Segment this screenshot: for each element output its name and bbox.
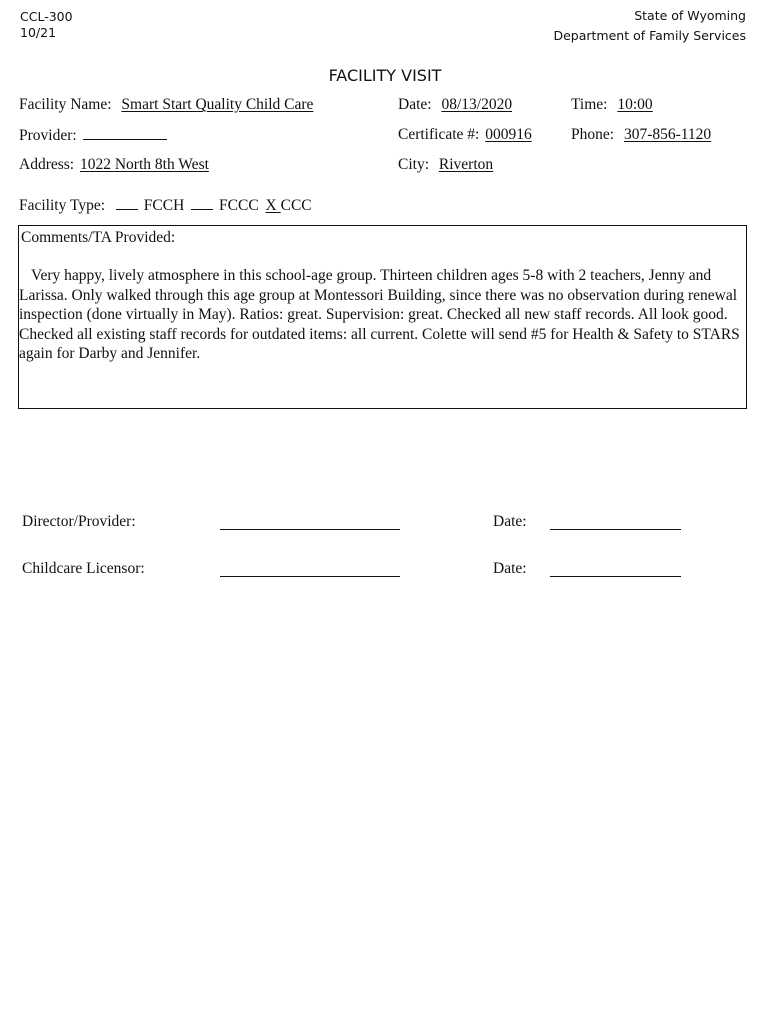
address-value: 1022 North 8th West (79, 156, 209, 173)
facility-name-field (19, 96, 313, 114)
facility-type-fccc-mark (191, 196, 213, 210)
facility-type-fccc-label: FCCC (219, 197, 259, 214)
provider-label: Provider: (19, 127, 77, 144)
agency-block (553, 6, 746, 46)
facility-type-ccc-mark: X (265, 197, 277, 214)
comments-label: Comments/TA Provided: (21, 229, 176, 246)
form-code-block (20, 9, 73, 41)
visit-date-value: 08/13/2020 (441, 96, 513, 113)
facility-type-fcch-label: FCCH (143, 197, 185, 214)
form-code: CCL-300 (20, 9, 73, 24)
visit-date-field (398, 96, 512, 114)
director-date-line[interactable] (550, 529, 681, 530)
director-signature-label: Director/Provider: (22, 513, 136, 530)
city-label: City: (398, 156, 430, 173)
facility-name-value: Smart Start Quality Child Care (121, 96, 314, 113)
director-date-label: Date: (493, 513, 527, 530)
agency-state: State of Wyoming (634, 8, 746, 23)
city-value: Riverton (438, 156, 494, 173)
agency-department: Department of Family Services (553, 28, 746, 43)
licensor-date-line[interactable] (550, 576, 681, 577)
phone-label: Phone: (571, 126, 615, 143)
certificate-field (398, 126, 532, 144)
visit-date-label: Date: (398, 96, 432, 113)
address-label: Address: (19, 156, 75, 173)
licensor-signature-label: Childcare Licensor: (22, 560, 145, 577)
phone-value: 307-856-1120 (623, 126, 712, 143)
provider-field (19, 126, 169, 145)
facility-type-fcch-mark (116, 196, 138, 210)
comments-text: Very happy, lively atmosphere in this school-age group. Thirteen children ages 5-8 with 2 teachers, Jenny and Larissa. Only walked through this age group at Montessori Building, since there was no observation during renewal inspection (done virtually in May). Ratios: great. Supervision: great. Checked all new staff records. All look good. Checked all existing staff records for outdated items: all current. Colette will send #5 for Health & Safety to STARS again for Darby and Jennifer. (19, 267, 740, 362)
comments-box (18, 225, 747, 409)
city-field (398, 156, 493, 174)
facility-type-ccc-label: CCC (280, 197, 312, 214)
certificate-label: Certificate #: (398, 126, 480, 143)
facility-type-label: Facility Type: (19, 197, 106, 214)
visit-time-label: Time: (571, 96, 608, 113)
facility-name-label: Facility Name: (19, 96, 112, 113)
licensor-signature-line[interactable] (220, 576, 400, 577)
facility-type-field (19, 196, 312, 215)
form-title: FACILITY VISIT (328, 66, 442, 85)
certificate-value: 000916 (485, 126, 532, 143)
licensor-date-label: Date: (493, 560, 527, 577)
address-field (19, 156, 209, 174)
phone-field (571, 126, 711, 144)
visit-time-value: 10:00 (617, 96, 653, 113)
director-signature-line[interactable] (220, 529, 400, 530)
provider-value (83, 126, 167, 140)
visit-time-field (571, 96, 653, 114)
form-revision-date: 10/21 (20, 25, 57, 40)
